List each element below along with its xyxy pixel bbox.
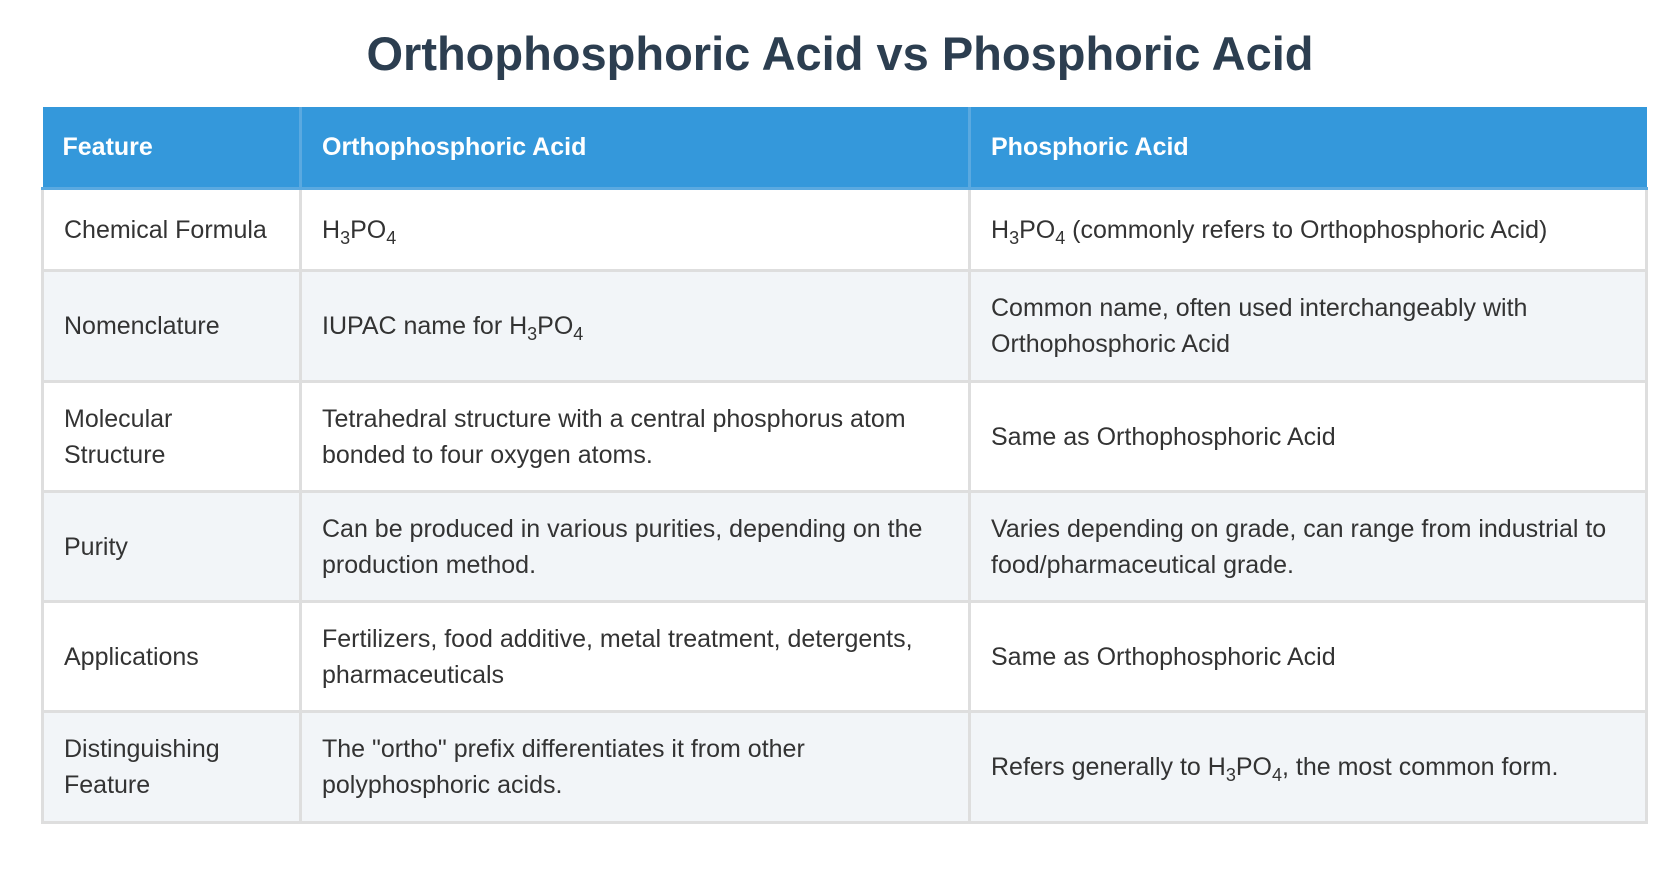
text-segment: H — [322, 215, 341, 244]
subscript: 4 — [1055, 227, 1066, 248]
text-segment: PO — [537, 312, 574, 340]
orthophosphoric-cell: Can be produced in various purities, depending on the production method. — [301, 492, 970, 602]
subscript: 3 — [1225, 765, 1236, 785]
subscript: 4 — [386, 227, 397, 248]
orthophosphoric-cell — [301, 189, 970, 271]
column-header-feature: Feature — [43, 107, 301, 189]
subscript: 3 — [1009, 227, 1020, 248]
feature-cell: Nomenclature — [43, 271, 301, 382]
orthophosphoric-cell: Tetrahedral structure with a central phosphorus atom bonded to four oxygen atoms. — [301, 382, 970, 492]
subscript: 3 — [527, 324, 538, 344]
table-row — [43, 492, 1647, 602]
phosphoric-cell: Same as Orthophosphoric Acid — [970, 382, 1647, 492]
orthophosphoric-cell: The "ortho" prefix differentiates it from other polyphosphoric acids. — [301, 712, 970, 823]
text-segment: PO — [1019, 215, 1056, 244]
feature-cell: Molecular Structure — [43, 382, 301, 492]
comparison-table — [41, 107, 1648, 824]
phosphoric-cell: Varies depending on grade, can range from industrial to food/pharmaceutical grade. — [970, 492, 1647, 602]
text-segment: (commonly refers to Orthophosphoric Acid) — [1065, 215, 1548, 244]
column-header-orthophosphoric-acid: Orthophosphoric Acid — [301, 107, 970, 189]
text-segment: PO — [350, 215, 387, 244]
feature-cell: Chemical Formula — [43, 189, 301, 271]
phosphoric-cell: Same as Orthophosphoric Acid — [970, 602, 1647, 712]
subscript: 3 — [340, 227, 351, 248]
table-row — [43, 382, 1647, 492]
subscript: 4 — [1271, 765, 1282, 785]
table-row — [43, 271, 1647, 382]
phosphoric-cell — [970, 712, 1647, 823]
page-title: Orthophosphoric Acid vs Phosphoric Acid — [366, 27, 1314, 80]
table-row — [43, 602, 1647, 712]
feature-cell: Distinguishing Feature — [43, 712, 301, 823]
table-header-row — [43, 107, 1647, 189]
phosphoric-cell: Common name, often used interchangeably with Orthophosphoric Acid — [970, 271, 1647, 382]
table-row — [43, 712, 1647, 823]
table-row — [43, 189, 1647, 271]
text-segment: PO — [1235, 753, 1272, 781]
text-segment: Refers generally to H — [991, 753, 1226, 781]
feature-cell: Applications — [43, 602, 301, 712]
feature-cell: Purity — [43, 492, 301, 602]
orthophosphoric-cell: Fertilizers, food additive, metal treatment, detergents, pharmaceuticals — [301, 602, 970, 712]
phosphoric-cell — [970, 189, 1647, 271]
text-segment: , the most common form. — [1281, 753, 1559, 781]
column-header-phosphoric-acid: Phosphoric Acid — [970, 107, 1647, 189]
subscript: 4 — [573, 324, 584, 344]
orthophosphoric-cell — [301, 271, 970, 382]
text-segment: H — [991, 215, 1010, 244]
text-segment: IUPAC name for H — [322, 312, 528, 340]
